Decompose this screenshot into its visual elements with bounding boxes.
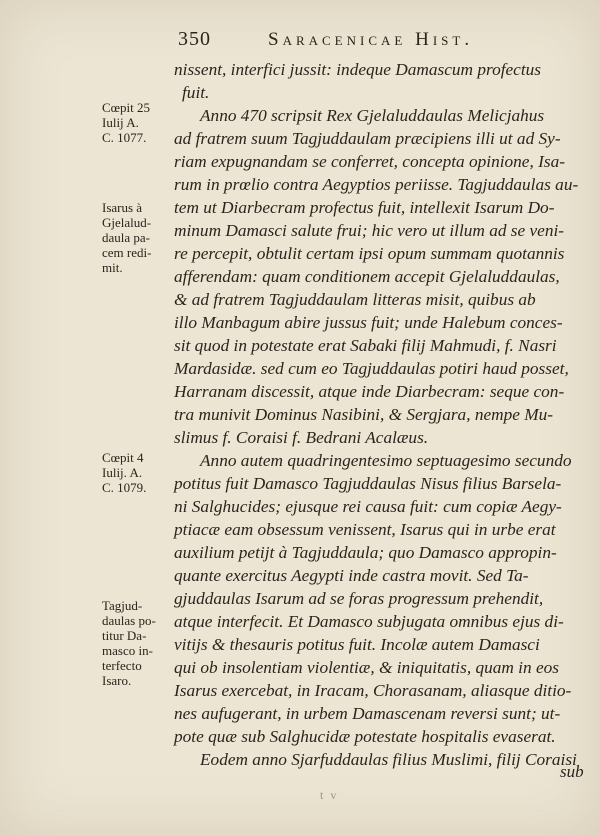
- text-line: ad fratrem suum Tagjuddaulam præcipiens illi ut ad Sy-: [174, 129, 561, 148]
- page-header: [178, 28, 538, 50]
- text-line: ni Salghucides; ejusque rei causa fuit: cum copiæ Aegy-: [174, 497, 562, 516]
- margin-note: Cœpit 4 Iulij. A. C. 1079.: [102, 450, 147, 495]
- text-line: riam expugnandam se conferret, concepta opinione, Isa-: [174, 152, 565, 171]
- margin-note: Cœpit 25 Iulij A. C. 1077.: [102, 100, 151, 145]
- text-line: atque interfecit. Et Damasco subjugata omnibus ejus di-: [174, 612, 564, 631]
- text-line: vitijs & thesauris potitus fuit. Incolæ autem Damasci: [174, 635, 540, 654]
- text-line: Harranam discessit, atque inde Diarbecram: seque con-: [174, 382, 565, 401]
- text-line: tra munivit Dominus Nasibini, & Sergjara, nempe Mu-: [174, 405, 554, 424]
- text-line: Eodem anno Sjarfuddaulas filius Muslimi, filij Coraisi: [200, 750, 577, 769]
- text-line: nes aufugerant, in urbem Damascenam reversi sunt; ut-: [174, 704, 561, 723]
- text-line: Anno 470 scripsit Rex Gjelaluddaulas Melicjahus: [200, 106, 545, 125]
- text-line: Anno autem quadringentesimo septuagesimo secundo: [200, 451, 572, 470]
- text-line: fuit.: [182, 83, 210, 102]
- text-line: pote quæ sub Salghucidæ potestate hospitalis evaserat.: [174, 727, 556, 746]
- text-line: qui ob insolentiam violentiæ, & iniquitatis, quam in eos: [174, 658, 559, 677]
- text-line: rum in prœlio contra Aegyptios periisse. Tagjuddaulas au-: [174, 175, 579, 194]
- page-number: 350: [178, 28, 211, 50]
- margin-note: Tagjud- daulas po- titur Da- masco in- terfecto Isaro.: [102, 598, 156, 688]
- text-line: & ad fratrem Tagjuddaulam litteras misit, quibus ab: [174, 290, 536, 309]
- text-line: nissent, interfici jussit: indeque Damascum profectus: [174, 60, 542, 79]
- text-line: Isarus exercebat, in Iracam, Chorasanam, aliasque ditio-: [174, 681, 572, 700]
- text-line: re percepit, obtulit certam ipsi opum summam quotannis: [174, 244, 565, 263]
- margin-note: Isarus à Gjelalud- daula pa- cem redi- mit.: [102, 200, 152, 275]
- text-line: illo Manbagum abire jussus fuit; unde Halebum conces-: [174, 313, 563, 332]
- text-line: slimus f. Coraisi f. Bedrani Acalæus.: [174, 428, 429, 447]
- text-line: minum Damasci salute frui; hic vero ut illum ad se veni-: [174, 221, 565, 240]
- text-line: Mardasidæ. sed cum eo Tagjuddaulas potiri haud posset,: [174, 359, 569, 378]
- text-line: ptiacæ eam obsessum venissent, Isarus qui in urbe erat: [174, 520, 556, 539]
- text-line: gjuddaulas Isarum ad se foras progressum prehendit,: [174, 589, 544, 608]
- catchword: sub: [560, 762, 584, 781]
- text-line: sit quod in potestate erat Sabaki filij Mahmudi, f. Nasri: [174, 336, 557, 355]
- signature-mark: t v: [320, 788, 339, 802]
- text-line: afferendam: quam conditionem accepit Gjelaluddaulas,: [174, 267, 560, 286]
- text-line: auxilium petijt à Tagjuddaula; quo Damasco appropin-: [174, 543, 557, 562]
- text-line: tem ut Diarbecram profectus fuit, intellexit Isarum Do-: [174, 198, 555, 217]
- text-line: quante exercitus Aegypti inde castra movit. Sed Ta-: [174, 566, 529, 585]
- running-head: Saracenicae Hist.: [268, 29, 474, 50]
- text-line: potitus fuit Damasco Tagjuddaulas Nisus filius Barsela-: [174, 474, 562, 493]
